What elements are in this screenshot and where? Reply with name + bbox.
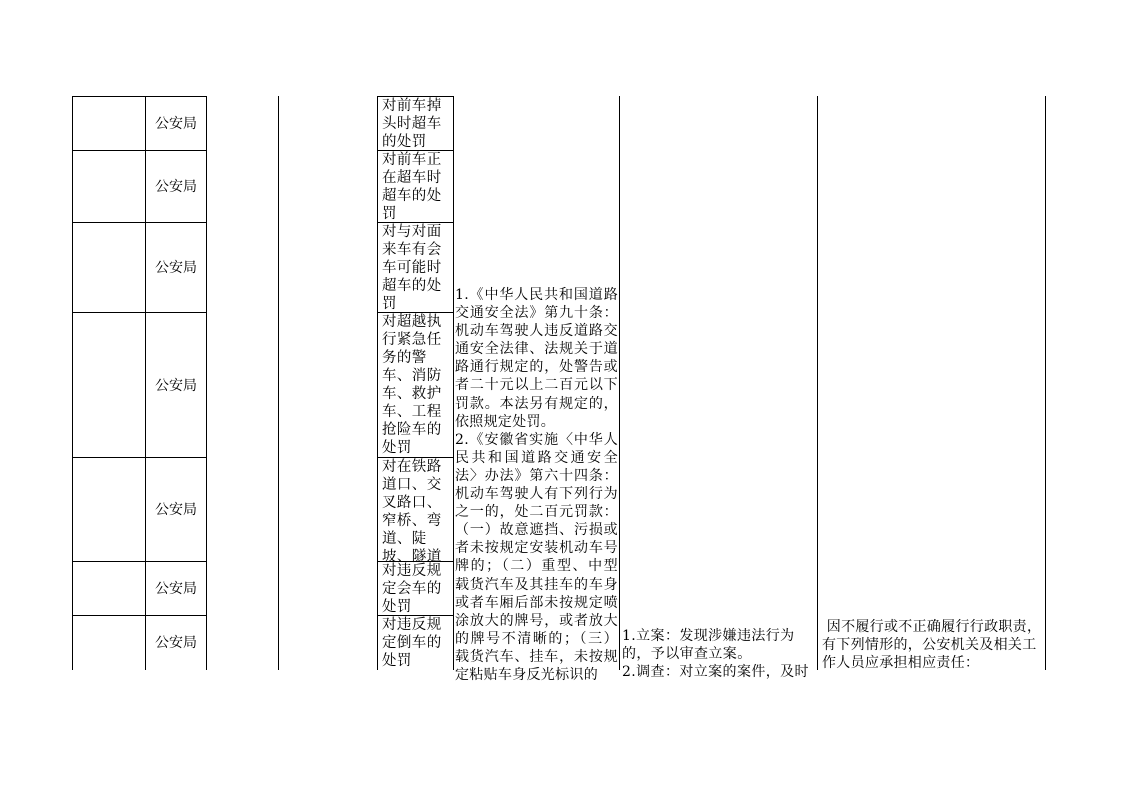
item-cell [378,616,453,670]
dept-cell: 公安局 [155,581,197,597]
col-divider-5 [453,96,454,670]
col-divider-3 [278,96,279,670]
table-left-border [72,96,73,670]
item-cell [378,458,453,565]
dept-cell: 公安局 [155,260,197,276]
dept-cell: 公安局 [155,116,197,132]
item-cell [378,313,453,458]
legal-basis [455,286,618,683]
item-name: 对前车正在超车时超车的处罚 [382,152,442,222]
col-divider-2 [206,96,207,670]
row-divider [72,615,207,616]
process-step-1: 1.立案：发现涉嫌违法行为的，予以审查立案。 [622,628,795,662]
table-top-border-left [72,96,207,97]
col-divider-6 [619,96,620,670]
item-name: 对与对面来车有会车可能时超车的处罚 [382,224,442,312]
row-divider [72,457,207,458]
item-name: 对违反规定会车的处罚 [382,563,442,615]
legal-basis-paragraph-2: 2.《安徽省实施〈中华人民共和国道路交通安全法〉办法》第六十四条：机动车驾驶人有下列行为之一的，处二百元罚款：（一）故意遮挡、污损或者未按规定安装机动车号牌的；（二）重型、中型载货汽车及其挂车的车身或者车厢后部未按规定喷涂放大的牌号，或者放大的牌号不清晰的；（三）载货汽车、挂车，未按规定粘贴车身反光标识的 [455,431,618,683]
item-cell [378,223,453,313]
item-cell [378,97,453,151]
item-name: 对在铁路道口、交叉路口、窄桥、弯道、陡坡、隧道 [382,459,442,565]
legal-basis-paragraph-1: 1.《中华人民共和国道路交通安全法》第九十条：机动车驾驶人违反道路交通安全法律、法规关于道路通行规定的，处警告或者二十元以上二百元以下罚款。本法另有规定的，依照规定处罚。 [455,287,618,430]
row-divider [72,222,207,223]
responsibility-text: 因不履行或不正确履行行政职责，有下列情形的，公安机关及相关工作人员应承担相应责任： [822,619,1042,671]
process-step-2: 2.调查：对立案的案件，及时 [622,664,809,680]
dept-cell: 公安局 [155,378,197,394]
item-cell [378,151,453,223]
dept-cell: 公安局 [155,502,197,518]
dept-cell: 公安局 [155,179,197,195]
dept-cell: 公安局 [155,635,197,651]
process-steps [622,627,814,680]
col-divider-7 [817,96,818,670]
item-name: 对前车掉头时超车的处罚 [382,98,442,150]
row-divider [72,150,207,151]
item-cell [378,562,453,616]
item-name: 对超越执行紧急任务的警车、消防车、救护车、工程抢险车的处罚 [382,314,442,456]
row-divider [72,312,207,313]
item-name: 对违反规定倒车的处罚 [382,617,442,669]
responsibility [822,618,1044,670]
col-divider-8 [1045,96,1046,670]
row-divider [72,561,207,562]
